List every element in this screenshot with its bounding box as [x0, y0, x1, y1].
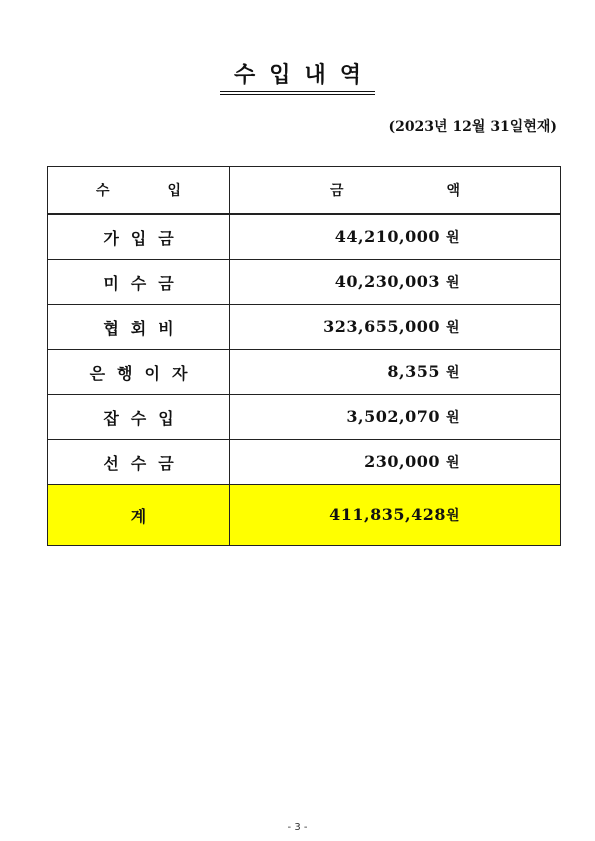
row-amount-cell [230, 305, 561, 350]
total-amount: 411,835,428 [329, 505, 446, 524]
page-title: 수입내역 [220, 58, 375, 95]
page-number: - 3 - [287, 822, 308, 833]
row-amount: 3,502,070 [346, 407, 440, 426]
header-category-char-1: 수 [96, 183, 110, 199]
table-row [48, 440, 561, 485]
total-amount-cell [230, 485, 561, 546]
header-amount-char-2: 액 [446, 183, 460, 199]
table-row [48, 350, 561, 395]
row-unit: 원 [445, 275, 460, 291]
table-row [48, 305, 561, 350]
row-amount: 8,355 [387, 362, 440, 381]
row-amount-cell [230, 440, 561, 485]
row-unit: 원 [445, 365, 460, 381]
total-unit: 원 [445, 508, 460, 524]
page-title-wrap [0, 58, 595, 95]
row-amount-cell [230, 214, 561, 260]
row-label: 협회비 [48, 305, 230, 350]
row-amount: 40,230,003 [334, 272, 440, 291]
header-amount [230, 167, 561, 215]
row-label: 선수금 [48, 440, 230, 485]
row-unit: 원 [445, 230, 460, 246]
header-category [48, 167, 230, 215]
row-label: 잡수입 [48, 395, 230, 440]
row-amount: 230,000 [364, 452, 440, 471]
row-label: 미수금 [48, 260, 230, 305]
income-table [47, 166, 561, 546]
header-amount-char-1: 금 [330, 183, 344, 199]
row-label: 가입금 [48, 214, 230, 260]
row-unit: 원 [445, 455, 460, 471]
row-amount: 44,210,000 [334, 227, 440, 246]
row-amount: 323,655,000 [323, 317, 440, 336]
row-unit: 원 [445, 410, 460, 426]
row-amount-cell [230, 395, 561, 440]
total-label: 계 [48, 485, 230, 546]
row-label: 은행이자 [48, 350, 230, 395]
row-unit: 원 [445, 320, 460, 336]
row-amount-cell [230, 260, 561, 305]
table-row [48, 260, 561, 305]
as-of-date-note: (2023년 12월 31일현재) [388, 119, 557, 135]
row-amount-cell [230, 350, 561, 395]
table-row [48, 395, 561, 440]
table-row [48, 214, 561, 260]
table-header-row [48, 167, 561, 215]
header-category-char-2: 입 [167, 183, 181, 199]
total-row [48, 485, 561, 546]
